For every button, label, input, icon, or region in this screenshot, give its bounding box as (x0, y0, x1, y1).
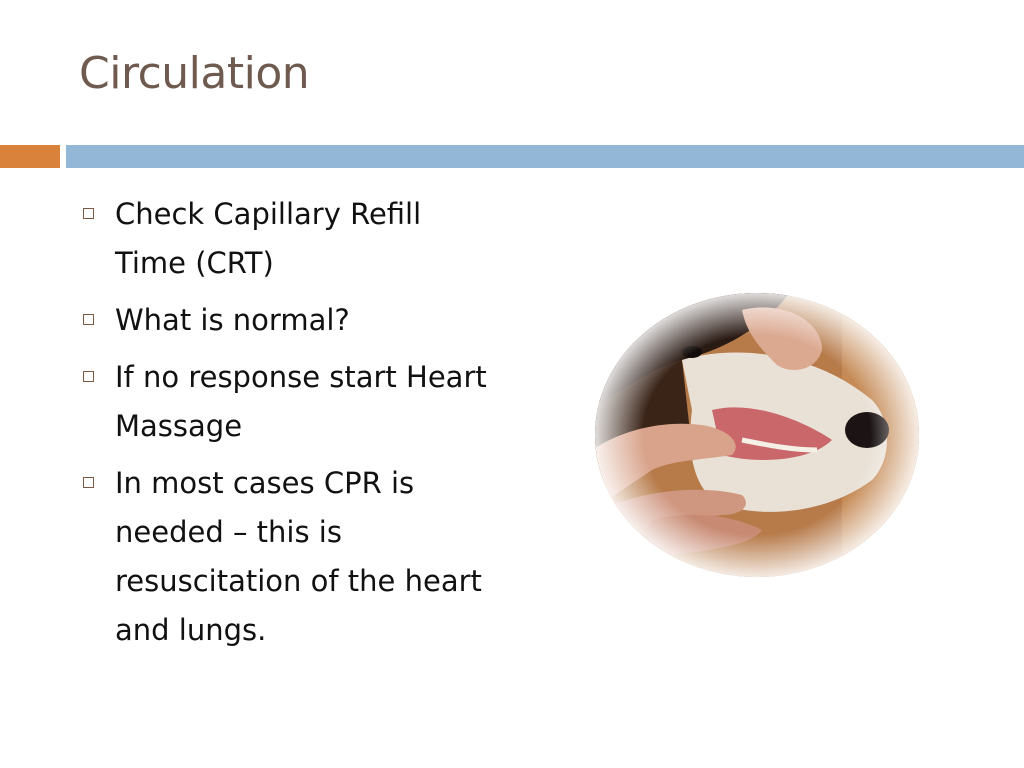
bullet-item (80, 296, 500, 345)
accent-bar-orange (0, 145, 60, 168)
square-bullet-icon (83, 371, 94, 382)
bullet-item (80, 190, 500, 288)
slide-title: Circulation (79, 48, 310, 99)
bullet-item (80, 353, 500, 451)
bullet-text: If no response start Heart Massage (115, 360, 487, 443)
bullet-text: In most cases CPR is needed – this is resuscitation of the heart and lungs. (115, 466, 482, 647)
bullet-text: Check Capillary Refill Time (CRT) (115, 197, 422, 280)
bullet-text: What is normal? (115, 303, 350, 337)
accent-bar-blue (66, 145, 1024, 168)
square-bullet-icon (83, 208, 94, 219)
square-bullet-icon (83, 314, 94, 325)
bullet-item (80, 459, 500, 655)
square-bullet-icon (83, 477, 94, 488)
dog-gum-check-photo-icon (592, 290, 922, 580)
bullet-list (80, 190, 500, 663)
